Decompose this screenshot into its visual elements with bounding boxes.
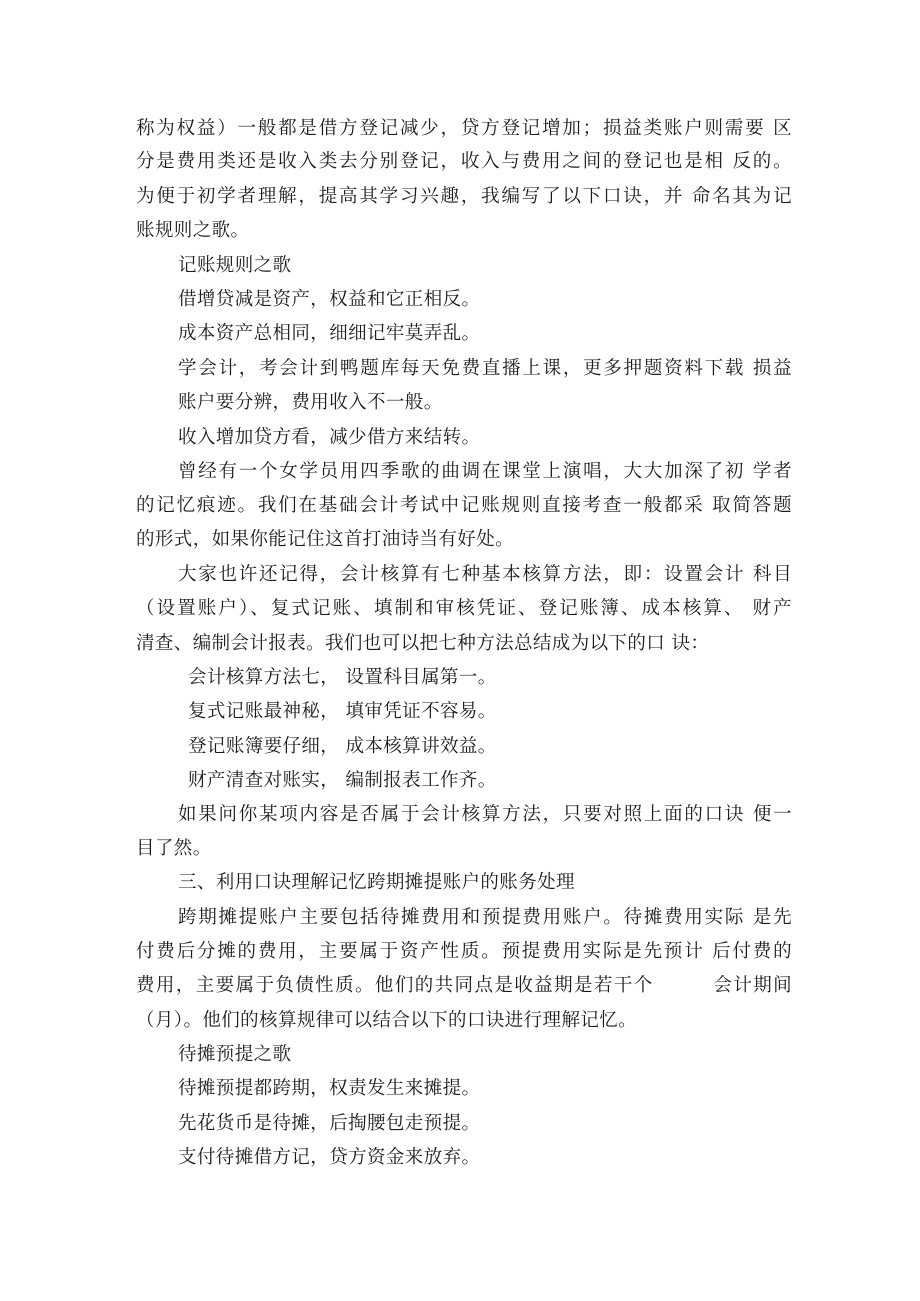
text-line: 待摊预提之歌	[178, 1044, 292, 1065]
text-line: 记账规则之歌	[178, 255, 292, 276]
text-line: 为便于初学者理解，提高其学习兴趣，我编写了以下口诀，并 命名其为记	[136, 186, 792, 207]
text-line: 支付待摊借方记，贷方资金来放弃。	[178, 1147, 481, 1168]
text-line: 的形式，如果你能记住这首打油诗当有好处。	[136, 529, 515, 550]
text-line: 费用，主要属于负债性质。他们的共同点是收益期是若干个 会计期间	[136, 975, 792, 996]
text-line: 账规则之歌。	[136, 220, 250, 241]
text-line: 如果问你某项内容是否属于会计核算方法，只要对照上面的口诀 便一	[178, 804, 792, 825]
text-line: 收入增加贷方看，减少借方来结转。	[178, 427, 481, 448]
text-line: 三、利用口诀理解记忆跨期摊提账户的账务处理	[178, 872, 575, 893]
text-line: 待摊预提都跨期，权责发生来摊提。	[178, 1078, 481, 1099]
text-line: 称为权益）一般都是借方登记减少，贷方登记增加；损益类账户则需要 区	[136, 118, 792, 139]
text-line: 登记账簿要仔细， 成本核算讲效益。	[188, 736, 497, 757]
text-line: 成本资产总相同，细细记牢莫弄乱。	[178, 323, 481, 344]
text-line: 会计核算方法七， 设置科目属第一。	[188, 667, 497, 688]
text-line: 先花货币是待摊，后掏腰包走预提。	[178, 1113, 481, 1134]
text-line: 的记忆痕迹。我们在基础会计考试中记账规则直接考查一般都采 取简答题	[136, 495, 792, 516]
text-line: （设置账户）、复式记账、填制和审核凭证、登记账簿、成本核算、 财产	[136, 598, 792, 619]
text-line: 复式记账最神秘， 填审凭证不容易。	[188, 701, 497, 722]
text-line: 跨期摊提账户主要包括待摊费用和预提费用账户。待摊费用实际 是先	[178, 907, 792, 928]
text-line: 财产清查对账实， 编制报表工作齐。	[188, 770, 497, 791]
text-line: 账户要分辨，费用收入不一般。	[178, 392, 443, 413]
text-line: （月）。他们的核算规律可以结合以下的口诀进行理解记忆。	[136, 1010, 638, 1031]
text-line: 清查、编制会计报表。我们也可以把七种方法总结成为以下的口 诀：	[136, 633, 710, 654]
text-line: 分是费用类还是收入类去分别登记，收入与费用之间的登记也是相 反的。	[136, 151, 792, 172]
text-line: 大家也许还记得，会计核算有七种基本核算方法，即：设置会计 科目	[178, 564, 792, 585]
text-line: 付费后分摊的费用，主要属于资产性质。预提费用实际是先预计 后付费的	[136, 941, 792, 962]
text-line: 借增贷减是资产，权益和它正相反。	[178, 289, 481, 310]
text-line: 学会计，考会计到鸭题库每天免费直播上课，更多押题资料下载 损益	[178, 358, 792, 379]
text-line: 目了然。	[136, 838, 212, 859]
text-line: 曾经有一个女学员用四季歌的曲调在课堂上演唱，大大加深了初 学者	[178, 461, 792, 482]
